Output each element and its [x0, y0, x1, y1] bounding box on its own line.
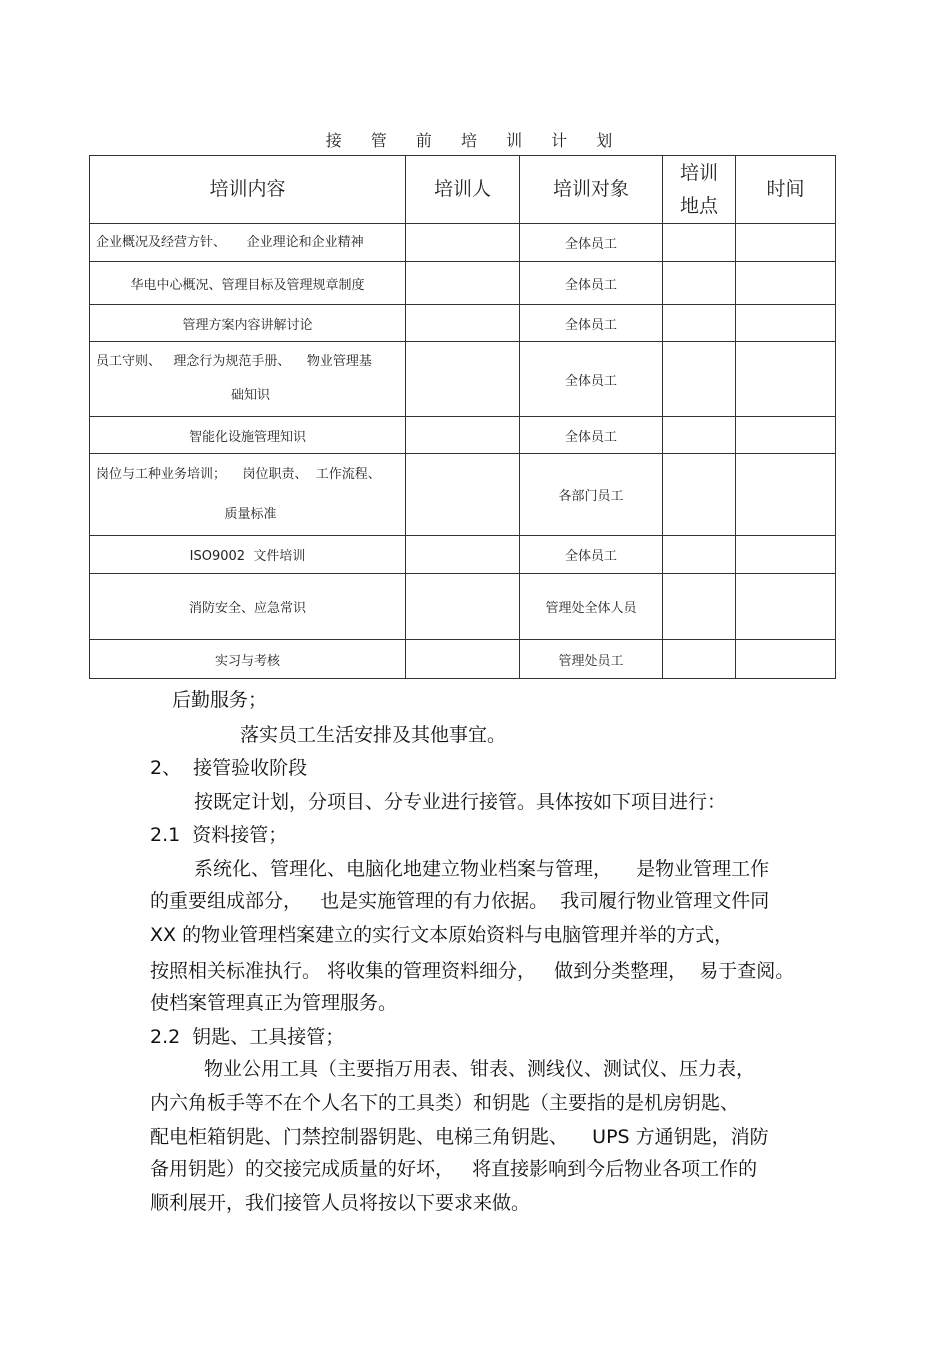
cell-time [736, 640, 836, 679]
header-target: 培训对象 [520, 156, 663, 224]
cell-trainer [406, 574, 520, 640]
section-2-1-line: 按照相关标准执行。 将收集的管理资料细分， 做到分类整理， 易于查阅。 [150, 960, 795, 982]
cell-target: 管理处员工 [520, 640, 663, 679]
cell-time [736, 536, 836, 574]
cell-target: 全体员工 [520, 536, 663, 574]
cell-place [663, 417, 736, 454]
cell-trainer [406, 224, 520, 262]
section-2-1-heading: 2.1 资料接管； [150, 824, 288, 846]
cell-target: 管理处全体人员 [520, 574, 663, 640]
section-2-2-line: 物业公用工具（主要指万用表、钳表、测线仪、测试仪、压力表， [204, 1058, 756, 1080]
cell-trainer [406, 417, 520, 454]
cell-place [663, 536, 736, 574]
cell-trainer [406, 536, 520, 574]
table-row [90, 262, 836, 305]
cell-time [736, 417, 836, 454]
cell-trainer [406, 640, 520, 679]
cell-target: 全体员工 [520, 305, 663, 342]
section-2-1-line: 的重要组成部分， 也是实施管理的有力依据。 我司履行物业管理文件同 [150, 890, 770, 912]
cell-content: ISO9002 文件培训 [90, 536, 406, 574]
section-2-1-line: 使档案管理真正为管理服务。 [150, 992, 398, 1014]
cell-trainer [406, 454, 520, 536]
cell-trainer [406, 342, 520, 417]
table-row [90, 536, 836, 574]
cell-content: 企业概况及经营方针、 企业理论和企业精神 [90, 224, 406, 262]
cell-target: 全体员工 [520, 224, 663, 262]
cell-target: 全体员工 [520, 342, 663, 417]
cell-place [663, 262, 736, 305]
cell-content: 员工守则、 理念行为规范手册、 物业管理基 础知识 [90, 342, 406, 417]
header-trainer: 培训人 [406, 156, 520, 224]
logistics-text: 落实员工生活安排及其他事宜。 [240, 724, 507, 746]
logistics-heading: 后勤服务； [172, 689, 268, 711]
cell-place [663, 574, 736, 640]
cell-content: 消防安全、应急常识 [90, 574, 406, 640]
table-row [90, 640, 836, 679]
cell-target: 各部门员工 [520, 454, 663, 536]
cell-place [663, 305, 736, 342]
table-row [90, 342, 836, 417]
training-plan-table [89, 155, 836, 679]
header-content: 培训内容 [90, 156, 406, 224]
cell-place [663, 454, 736, 536]
section-2-2-line: 顺利展开，我们接管人员将按以下要求来做。 [150, 1192, 531, 1214]
cell-content: 智能化设施管理知识 [90, 417, 406, 454]
table-row [90, 224, 836, 262]
section-2-1-line: 系统化、管理化、电脑化地建立物业档案与管理， 是物业管理工作 [194, 858, 770, 880]
section-2-2-line: 备用钥匙）的交接完成质量的好坏， 将直接影响到今后物业各项工作的 [150, 1158, 758, 1180]
section-2-2-heading: 2.2 钥匙、工具接管； [150, 1026, 345, 1048]
cell-content: 华电中心概况、管理目标及管理规章制度 [90, 262, 406, 305]
cell-trainer [406, 305, 520, 342]
header-place: 培训 地点 [663, 156, 736, 224]
table-row [90, 417, 836, 454]
table-title: 接 管 前 培 训 计 划 [325, 131, 625, 150]
cell-target: 全体员工 [520, 262, 663, 305]
header-row [90, 156, 836, 224]
cell-content: 岗位与工种业务培训； 岗位职责、 工作流程、 质量标准 [90, 454, 406, 536]
cell-time [736, 342, 836, 417]
cell-place [663, 224, 736, 262]
cell-place [663, 342, 736, 417]
cell-time [736, 224, 836, 262]
section-2-heading: 2、 接管验收阶段 [150, 757, 308, 779]
cell-time [736, 262, 836, 305]
cell-time [736, 574, 836, 640]
table-row [90, 454, 836, 536]
section-2-text: 按既定计划，分项目、分专业进行接管。具体按如下项目进行： [194, 791, 727, 813]
table-row [90, 574, 836, 640]
section-2-2-line: 内六角板手等不在个人名下的工具类）和钥匙（主要指的是机房钥匙、 [150, 1092, 740, 1114]
cell-target: 全体员工 [520, 417, 663, 454]
header-time: 时间 [736, 156, 836, 224]
section-2-2-line: 配电柜箱钥匙、门禁控制器钥匙、电梯三角钥匙、 UPS 方通钥匙，消防 [150, 1126, 769, 1148]
section-2-1-line: XX 的物业管理档案建立的实行文本原始资料与电脑管理并举的方式， [150, 924, 734, 946]
cell-trainer [406, 262, 520, 305]
cell-time [736, 454, 836, 536]
cell-time [736, 305, 836, 342]
cell-place [663, 640, 736, 679]
cell-content: 实习与考核 [90, 640, 406, 679]
cell-content: 管理方案内容讲解讨论 [90, 305, 406, 342]
table-row [90, 305, 836, 342]
